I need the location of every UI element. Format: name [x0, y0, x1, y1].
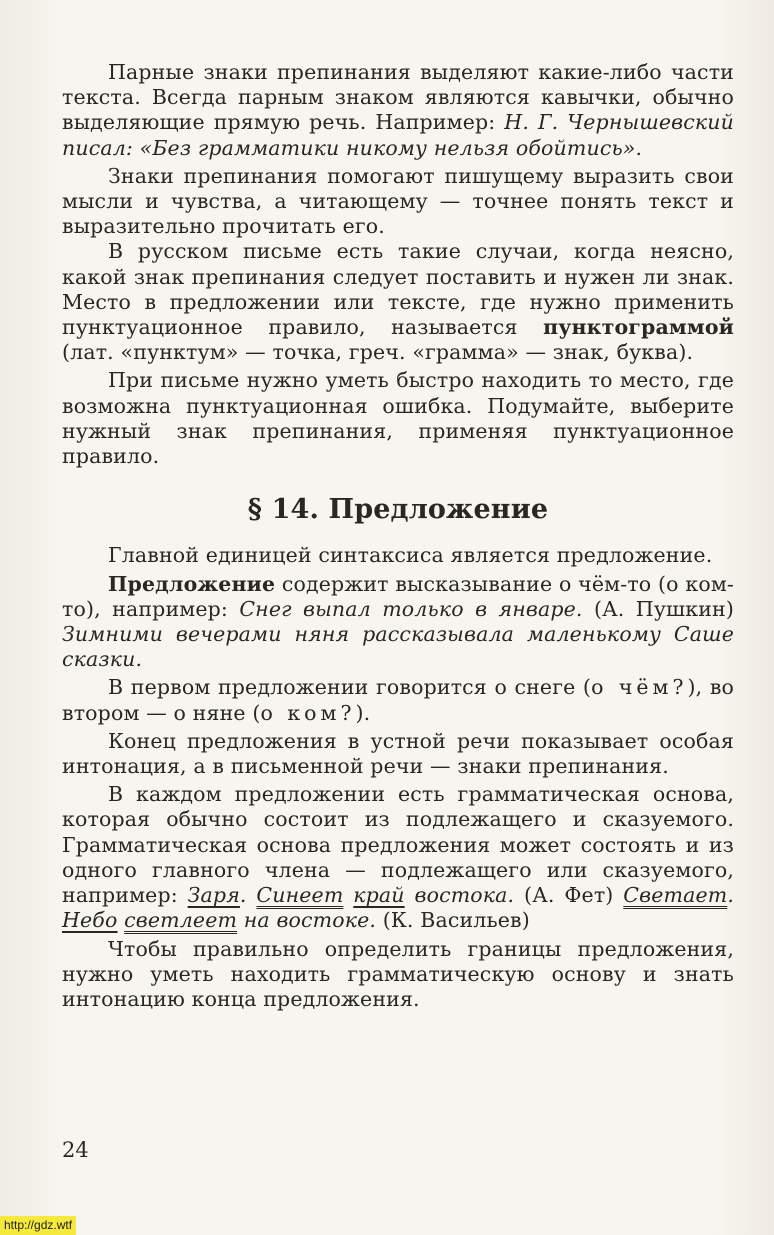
text-a: В первом предложении говорится о снеге (: [108, 675, 592, 700]
paragraph-tail: (лат. «пунктум» — точка, греч. «грамма» — знак, буква).: [62, 340, 694, 365]
paragraph-punktogramma: [62, 239, 734, 365]
paragraph-text: содержит высказывание о чём-то (о ком-то), например:: [62, 571, 734, 621]
watermark-link[interactable]: http://gdz.wtf: [0, 1216, 76, 1235]
paragraph-main-unit: Главной единицей синтаксиса является предложение.: [108, 543, 713, 568]
page-number: 24: [62, 1138, 89, 1162]
space: [237, 908, 244, 932]
text-c: ).: [355, 700, 371, 725]
paragraph-purpose: Знаки препинания помогают пишущему выразить свои мысли и чувства, а читающему — точнее понять текст и выразительно прочитать его.: [62, 163, 734, 239]
example-subject-zarya: Заря: [187, 883, 240, 908]
paragraph-grammar-basis: [62, 782, 734, 933]
example-predicate-sineet: Синеет: [256, 883, 344, 908]
example-predicate-svetleet: светлеет: [124, 908, 238, 933]
paragraph-text: В каждом предложении есть грамматическая основа, которая обычно состоит из подлежащего и сказуемого. Грамматическая основа предложения может состоять и из одного главного члена — подлежащего или сказуемого, например:: [62, 782, 734, 908]
space: [343, 883, 353, 907]
example-word-vostoka: востока.: [414, 883, 515, 908]
paragraph-questions: [62, 675, 734, 725]
section-heading: § 14. Предложение: [247, 494, 549, 526]
example-2: Зимними вечерами няня рассказывала маленькому Саше сказки.: [62, 622, 734, 672]
paragraph-text: В русском письме есть такие случаи, когда неясно, какой знак препинания следует поставить и нужен ли знак. Место в предложении или тексте, где нужно применить пунктуационное правило, называется: [62, 239, 734, 340]
dot: .: [727, 883, 734, 908]
question-what: о чём?: [591, 675, 688, 700]
text-b: ), во втором — о няне (: [62, 675, 734, 725]
paragraph-text: Парные знаки препинания выделяют какие-либо части текста. Всегда парным знаком являются кавычки, обычно выделяющие прямую речь. Например:: [62, 60, 734, 135]
paragraph-find-error: При письме нужно уметь быстро находить то место, где возможна пунктуационная ошибка. Подумайте, выберите нужный знак препинания, применяя пунктуационное правило.: [62, 368, 734, 469]
example-subject-nebo: Небо: [62, 908, 118, 933]
page-text: [62, 60, 734, 1012]
example-1: Снег выпал только в январе.: [239, 596, 583, 621]
question-whom: о ком?: [260, 700, 356, 725]
paragraph-definition: [62, 572, 734, 673]
source-vasiliev: (К. Васильев): [376, 908, 530, 933]
term-predlozhenie: Предложение: [108, 571, 276, 596]
example-subject-kray: край: [353, 883, 405, 908]
example-predicate-svetaet: Светает: [623, 883, 728, 908]
source-fet: (А. Фет): [514, 883, 624, 908]
space: [405, 883, 415, 907]
paragraph-boundaries: Чтобы правильно определить границы предложения, нужно уметь находить грамматическую основу и знать интонацию конца предложения.: [62, 936, 734, 1011]
example-quote: Н. Г. Чернышевский писал: «Без грамматики никому нельзя обойтись».: [62, 110, 734, 160]
source-1: (А. Пушкин): [582, 596, 734, 621]
dot: .: [239, 883, 257, 908]
term-punktogramma: пунктограммой: [543, 315, 734, 340]
example-word-na-vostoke: на востоке.: [243, 908, 377, 933]
paragraph-intonation: Конец предложения в устной речи показывает особая интонация, а в письменной речи — знаки препинания.: [62, 728, 734, 779]
paragraph-paired-marks: [62, 60, 734, 161]
